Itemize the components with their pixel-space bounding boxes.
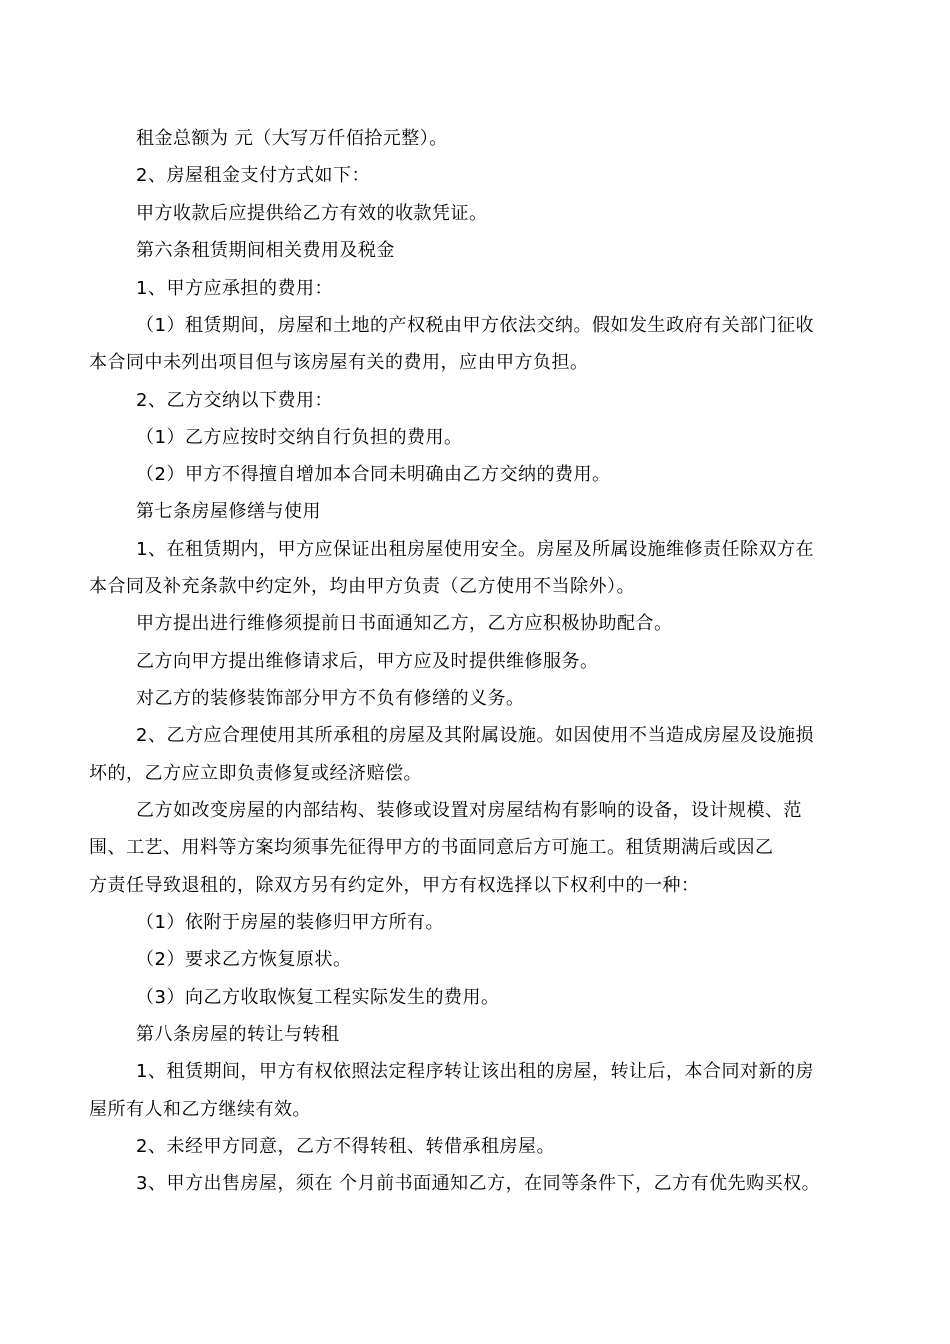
paragraph-line: 甲方提出进行维修须提前日书面通知乙方，乙方应积极协助配合。 [136,613,673,634]
paragraph-line: 2、未经甲方同意，乙方不得转租、转借承租房屋。 [136,1136,555,1157]
paragraph-line: 乙方向甲方提出维修请求后，甲方应及时提供维修服务。 [136,651,599,672]
paragraph-line: 2、房屋租金支付方式如下： [136,165,370,186]
paragraph-line: （2）甲方不得擅自增加本合同未明确由乙方交纳的费用。 [136,464,611,485]
paragraph-line: 方责任导致退租的，除双方另有约定外，甲方有权选择以下权利中的一种： [89,875,700,896]
section-heading: 第六条租赁期间相关费用及税金 [136,240,395,261]
paragraph-line: 甲方收款后应提供给乙方有效的收款凭证。 [136,203,488,224]
paragraph-line: 2、乙方应合理使用其所承租的房屋及其附属设施。如因使用不当造成房屋及设施损 [136,725,814,746]
paragraph-line: （1）乙方应按时交纳自行负担的费用。 [136,427,463,448]
paragraph-line: 本合同中未列出项目但与该房屋有关的费用，应由甲方负担。 [89,352,589,373]
paragraph-line: 1、甲方应承担的费用： [136,278,333,299]
paragraph-line: 对乙方的装修装饰部分甲方不负有修缮的义务。 [136,688,525,709]
section-heading: 第八条房屋的转让与转租 [136,1024,340,1045]
paragraph-line: 3、甲方出售房屋，须在 个月前书面通知乙方，在同等条件下，乙方有优先购买权。 [136,1173,821,1194]
paragraph-line: （3）向乙方收取恢复工程实际发生的费用。 [136,987,500,1008]
paragraph-line: （1）租赁期间，房屋和土地的产权税由甲方依法交纳。假如发生政府有关部门征收 [136,315,814,336]
paragraph-line: （1）依附于房屋的装修归甲方所有。 [136,912,444,933]
paragraph-line: （2）要求乙方恢复原状。 [136,949,352,970]
paragraph-line: 坏的，乙方应立即负责修复或经济赔偿。 [89,763,422,784]
section-heading: 第七条房屋修缮与使用 [136,501,321,522]
paragraph-line: 1、租赁期间，甲方有权依照法定程序转让该出租的房屋，转让后，本合同对新的房 [136,1061,814,1082]
paragraph-line: 1、在租赁期内，甲方应保证出租房屋使用安全。房屋及所属设施维修责任除双方在 [136,539,814,560]
paragraph-line: 屋所有人和乙方继续有效。 [89,1099,311,1120]
paragraph-line: 乙方如改变房屋的内部结构、装修或设置对房屋结构有影响的设备，设计规模、范 [136,800,802,821]
paragraph-line: 本合同及补充条款中约定外，均由甲方负责（乙方使用不当除外）。 [89,576,635,597]
paragraph-line: 围、工艺、用料等方案均须事先征得甲方的书面同意后方可施工。租赁期满后或因乙 [89,837,774,858]
paragraph-line: 租金总额为 元（大写万仟佰拾元整）。 [136,128,448,149]
paragraph-line: 2、乙方交纳以下费用： [136,390,333,411]
